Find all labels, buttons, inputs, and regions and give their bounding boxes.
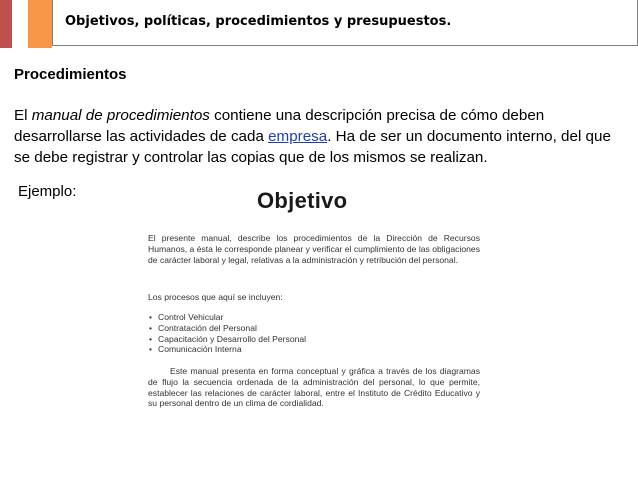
example-doc-paragraph-2: Los procesos que aquí se incluyen: [148, 292, 283, 302]
paragraph-emphasis: manual de procedimientos [31, 107, 210, 124]
list-item: • Capacitación y Desarrollo del Personal [148, 334, 480, 345]
example-doc-paragraph-3: Este manual presenta en forma conceptual y gráfica a través de los diagramas de flujo la secuencia ordenada de la administración del personal, lo que permite, establecer las relaciones de carácter laboral, entre el Instituto de Crédito Educativo y su personal dentro de un clima de cordialidad. [148, 366, 480, 409]
paragraph-middle: contiene una descripción precisa de cómo deben desarrollarse las actividades de cada [14, 107, 545, 145]
list-item: • Contratación del Personal [148, 323, 480, 334]
example-doc-title: Objetivo [257, 188, 348, 213]
example-label: Ejemplo: [18, 183, 77, 200]
slide-header [0, 0, 638, 48]
header-accent-red [0, 0, 12, 48]
empresa-link[interactable]: empresa [268, 128, 328, 145]
header-accent-orange [28, 0, 52, 48]
example-doc-paragraph-1: El presente manual, describe los procedimientos de la Dirección de Recursos Humanos, a ésta le corresponde planear y verificar el cumplimiento de las obligaciones de carácter laboral y legal, relativas a la administración y retribución del personal. [148, 233, 480, 265]
body-paragraph [14, 105, 624, 168]
example-document-image [148, 188, 480, 438]
list-item: • Comunicación Interna [148, 344, 480, 355]
slide-title: Objetivos, políticas, procedimientos y presupuestos. [65, 14, 452, 29]
paragraph-prefix: El [14, 107, 32, 124]
paragraph-suffix: . Ha de ser un documento interno, del que se debe registrar y controlar las copias que de los mismos se realizan. [14, 128, 611, 166]
list-item: • Control Vehicular [148, 312, 480, 323]
section-heading: Procedimientos [14, 66, 127, 83]
example-doc-list [148, 312, 480, 355]
